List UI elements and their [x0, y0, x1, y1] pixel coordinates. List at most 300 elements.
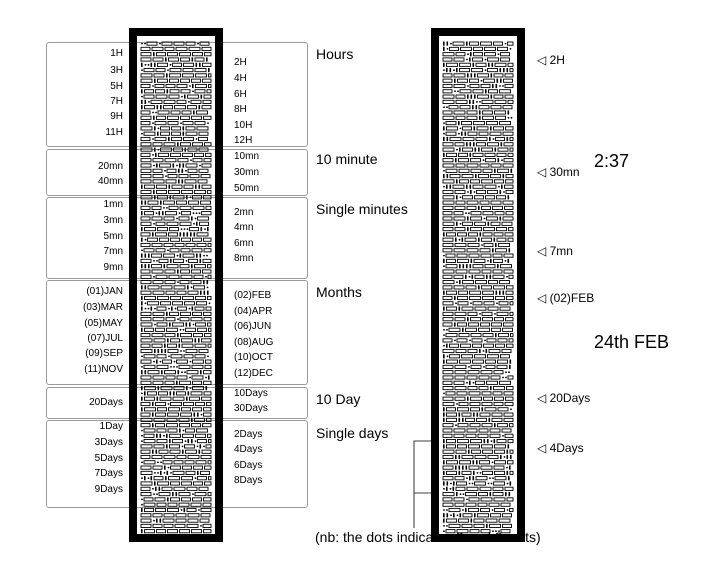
code-glyph	[504, 270, 513, 273]
code-glyph	[154, 339, 165, 342]
code-bar	[170, 259, 172, 263]
code-dot	[154, 324, 156, 326]
code-glyph	[170, 228, 179, 231]
code-glyph	[204, 249, 211, 252]
code-bar	[466, 142, 468, 146]
code-glyph	[474, 519, 484, 522]
code-bar	[503, 68, 505, 72]
code-glyph	[470, 79, 479, 82]
code-glyph	[500, 281, 510, 284]
code-bar	[479, 110, 481, 114]
month-label-even: (12)DEC	[234, 368, 273, 379]
code-glyph	[504, 143, 513, 146]
code-glyph	[455, 365, 466, 368]
code-glyph	[186, 349, 197, 352]
code-glyph	[468, 371, 479, 374]
code-glyph	[181, 413, 192, 416]
code-glyph	[486, 360, 496, 363]
code-glyph	[175, 243, 184, 246]
code-glyph	[458, 79, 468, 82]
code-bar	[456, 179, 458, 183]
code-glyph	[141, 243, 150, 246]
code-glyph	[164, 243, 173, 246]
code-glyph	[467, 116, 477, 119]
code-glyph	[157, 503, 166, 506]
code-glyph	[491, 376, 500, 379]
code-dot	[466, 499, 468, 501]
code-glyph	[204, 371, 212, 374]
code-glyph	[495, 461, 506, 464]
code-glyph	[503, 164, 513, 167]
code-glyph	[484, 243, 493, 246]
code-glyph	[499, 519, 510, 522]
code-glyph	[169, 233, 178, 236]
code-glyph	[458, 424, 468, 427]
code-bar	[467, 216, 469, 220]
code-glyph	[186, 471, 195, 474]
code-bar	[501, 185, 503, 189]
code-glyph	[156, 95, 167, 98]
code-bar	[476, 105, 478, 109]
code-dot	[152, 85, 154, 87]
code-glyph	[157, 307, 166, 310]
code-glyph	[471, 397, 482, 400]
code-glyph	[196, 434, 206, 437]
code-glyph	[141, 164, 151, 167]
code-bar	[478, 148, 480, 152]
code-glyph	[174, 148, 183, 151]
code-bar	[486, 349, 488, 353]
code-glyph	[192, 376, 203, 379]
code-bar	[192, 57, 194, 61]
code-glyph	[154, 445, 164, 448]
code-glyph	[195, 69, 206, 72]
code-glyph	[498, 169, 509, 172]
code-bar	[459, 307, 461, 311]
code-glyph	[510, 148, 513, 151]
code-dot	[163, 207, 165, 209]
code-glyph	[173, 63, 182, 66]
code-glyph	[184, 137, 194, 140]
code-bar	[503, 291, 505, 295]
code-bar	[459, 264, 461, 268]
code-glyph	[503, 132, 513, 135]
code-bar	[489, 418, 491, 422]
code-glyph	[141, 519, 151, 522]
code-glyph	[164, 455, 175, 458]
code-glyph	[479, 106, 489, 109]
code-bar	[207, 227, 209, 231]
code-glyph	[505, 402, 513, 405]
code-glyph	[504, 159, 513, 162]
code-glyph	[164, 514, 174, 517]
code-glyph	[165, 371, 176, 374]
code-glyph	[502, 349, 511, 352]
code-dot	[164, 472, 166, 474]
code-dot	[203, 255, 205, 257]
code-glyph	[183, 74, 194, 77]
code-glyph	[141, 259, 151, 262]
code-dot	[170, 472, 172, 474]
code-glyph	[201, 514, 210, 517]
code-glyph	[456, 53, 465, 56]
code-glyph	[504, 323, 514, 326]
code-glyph	[203, 424, 212, 427]
code-glyph	[197, 429, 208, 432]
code-dot	[491, 483, 493, 485]
code-glyph	[506, 175, 513, 178]
code-glyph	[478, 514, 489, 517]
code-bar	[478, 238, 480, 242]
code-dot	[164, 170, 166, 172]
code-bar	[501, 142, 503, 146]
code-bar	[145, 264, 147, 268]
code-glyph	[494, 42, 503, 45]
code-dot	[479, 313, 481, 315]
code-glyph	[447, 360, 458, 363]
code-glyph	[494, 466, 504, 469]
code-bar	[141, 328, 143, 332]
code-glyph	[195, 355, 205, 358]
code-glyph	[483, 116, 494, 119]
code-bar	[443, 360, 445, 364]
code-dot	[207, 355, 209, 357]
code-glyph	[179, 217, 189, 220]
code-bar	[200, 259, 202, 263]
code-glyph	[443, 296, 452, 299]
code-glyph	[172, 127, 181, 130]
code-dot	[481, 244, 483, 246]
code-glyph	[443, 339, 452, 342]
code-bar	[153, 52, 155, 56]
code-glyph	[488, 143, 499, 146]
code-glyph	[202, 106, 211, 109]
code-glyph	[483, 296, 494, 299]
code-dot	[141, 43, 143, 45]
code-glyph	[443, 84, 452, 87]
code-glyph	[446, 392, 455, 395]
code-glyph	[181, 79, 190, 82]
code-bar	[161, 370, 163, 374]
code-dot	[157, 472, 159, 474]
code-dot	[153, 165, 155, 167]
code-glyph	[191, 281, 201, 284]
code-dot	[446, 106, 448, 108]
code-bar	[141, 407, 143, 411]
code-dot	[502, 435, 504, 437]
code-glyph	[199, 349, 208, 352]
code-glyph	[204, 413, 212, 416]
pointer-icon: ◁	[537, 391, 547, 405]
code-glyph	[482, 424, 492, 427]
code-glyph	[145, 387, 156, 390]
code-glyph	[153, 524, 162, 527]
code-glyph	[166, 84, 175, 87]
code-bar	[141, 63, 143, 67]
code-bar	[152, 402, 154, 406]
code-glyph	[447, 307, 457, 310]
code-glyph	[195, 307, 204, 310]
code-bar	[171, 307, 173, 311]
code-dot	[176, 165, 178, 167]
code-glyph	[192, 116, 202, 119]
code-dot	[193, 212, 195, 214]
code-dot	[209, 302, 211, 304]
code-glyph	[182, 111, 191, 114]
code-glyph	[493, 275, 504, 278]
code-glyph	[183, 254, 194, 257]
code-glyph	[443, 190, 453, 193]
code-glyph	[180, 265, 189, 268]
code-glyph	[195, 493, 206, 496]
code-bar	[508, 195, 510, 199]
code-glyph	[482, 238, 492, 241]
code-bar	[177, 269, 179, 273]
code-glyph	[183, 122, 193, 125]
code-glyph	[498, 424, 508, 427]
code-bar	[196, 254, 198, 258]
code-glyph	[170, 90, 179, 93]
code-glyph	[174, 286, 185, 289]
code-bar	[141, 105, 143, 109]
code-bar	[463, 264, 465, 268]
code-dot	[189, 308, 191, 310]
code-glyph	[471, 228, 482, 231]
code-glyph	[504, 413, 513, 416]
code-glyph	[455, 143, 464, 146]
code-bar	[194, 232, 196, 236]
code-glyph	[454, 429, 465, 432]
code-glyph	[461, 344, 471, 347]
code-glyph	[175, 106, 186, 109]
minute-label-odd: 5mn	[103, 231, 123, 242]
code-glyph	[443, 286, 452, 289]
code-glyph	[506, 291, 513, 294]
code-glyph	[141, 169, 151, 172]
code-bar	[492, 63, 494, 67]
code-glyph	[194, 275, 203, 278]
code-glyph	[455, 190, 465, 193]
code-bar	[166, 73, 168, 77]
code-glyph	[449, 106, 458, 109]
code-glyph	[201, 508, 211, 511]
month-label-even: (06)JUN	[234, 321, 272, 332]
code-dot	[491, 440, 493, 442]
code-bar	[186, 386, 188, 390]
code-bar	[496, 84, 498, 88]
code-glyph	[467, 206, 476, 209]
code-bar	[169, 322, 171, 326]
code-glyph	[204, 318, 211, 321]
code-glyph	[475, 455, 486, 458]
code-glyph	[458, 323, 467, 326]
code-glyph	[153, 143, 162, 146]
code-glyph	[152, 206, 161, 209]
code-bar	[197, 413, 199, 417]
code-glyph	[154, 477, 163, 480]
code-glyph	[156, 508, 166, 511]
code-glyph	[506, 397, 514, 400]
code-glyph	[446, 122, 456, 125]
code-glyph	[204, 95, 211, 98]
code-bar	[166, 434, 168, 438]
code-glyph	[144, 95, 154, 98]
code-glyph	[163, 360, 172, 363]
code-glyph	[208, 265, 212, 268]
code-glyph	[478, 74, 489, 77]
code-dot	[459, 239, 461, 241]
code-glyph	[443, 238, 453, 241]
code-bar	[159, 211, 161, 215]
code-glyph	[156, 69, 165, 72]
code-glyph	[161, 132, 170, 135]
note-callout-lines	[405, 438, 465, 538]
code-bar	[473, 100, 475, 104]
code-glyph	[481, 466, 492, 469]
code-glyph	[495, 397, 504, 400]
code-glyph	[505, 233, 513, 236]
code-glyph	[447, 408, 456, 411]
code-bar	[180, 232, 182, 236]
code-bar	[459, 280, 461, 284]
code-bar	[469, 476, 471, 480]
code-glyph	[486, 196, 495, 199]
code-glyph	[443, 376, 453, 379]
code-glyph	[168, 344, 177, 347]
code-dot	[489, 477, 491, 479]
code-glyph	[471, 159, 481, 162]
day-label-odd: 5Days	[94, 453, 123, 464]
code-glyph	[157, 323, 167, 326]
code-dot	[470, 302, 472, 304]
code-glyph	[171, 296, 181, 299]
code-bar	[485, 89, 487, 93]
month-label-odd: (07)JUL	[87, 333, 123, 344]
code-dot	[186, 260, 188, 262]
code-glyph	[509, 339, 513, 342]
code-dot	[174, 361, 176, 363]
code-glyph	[454, 58, 464, 61]
code-glyph	[443, 164, 454, 167]
code-bar	[160, 201, 162, 205]
code-glyph	[498, 360, 508, 363]
code-glyph	[171, 355, 182, 358]
ten-minute-label-even: 50mn	[234, 183, 260, 194]
code-glyph	[196, 296, 206, 299]
code-glyph	[469, 445, 480, 448]
code-bar	[192, 307, 194, 311]
code-dot	[190, 159, 192, 161]
code-glyph	[180, 381, 191, 384]
code-dot	[141, 249, 143, 251]
code-glyph	[167, 418, 177, 421]
code-dot	[141, 435, 143, 437]
code-glyph	[204, 498, 212, 501]
code-glyph	[171, 402, 182, 405]
code-glyph	[463, 127, 472, 130]
pointer-icon: ◁	[537, 165, 547, 179]
code-glyph	[200, 222, 209, 225]
code-glyph	[158, 196, 168, 199]
code-glyph	[443, 111, 452, 114]
code-bar	[450, 68, 452, 72]
code-glyph	[195, 265, 206, 268]
code-bar	[443, 137, 445, 141]
marker-minute: ◁ 7mn	[537, 244, 573, 258]
code-glyph	[161, 148, 172, 151]
code-glyph	[141, 196, 152, 199]
code-dot	[483, 350, 485, 352]
code-glyph	[167, 328, 178, 331]
code-glyph	[175, 524, 185, 527]
code-glyph	[505, 185, 514, 188]
code-glyph	[478, 503, 487, 506]
code-glyph	[145, 185, 155, 188]
code-glyph	[144, 69, 154, 72]
code-bar	[200, 254, 202, 258]
code-glyph	[508, 42, 514, 45]
code-bar	[151, 307, 153, 311]
pointer-icon: ◁	[537, 244, 547, 258]
code-dot	[176, 366, 178, 368]
code-bar	[490, 386, 492, 390]
code-glyph	[484, 302, 494, 305]
code-glyph	[204, 381, 212, 384]
code-dot	[484, 340, 486, 342]
pointer-icon: ◁	[537, 291, 547, 305]
code-glyph	[184, 402, 194, 405]
code-dot	[141, 393, 143, 395]
code-bar	[462, 328, 464, 332]
code-glyph	[174, 461, 183, 464]
code-dot	[141, 96, 143, 98]
code-glyph	[454, 74, 465, 77]
code-glyph	[446, 254, 455, 257]
code-glyph	[443, 116, 454, 119]
code-glyph	[443, 270, 454, 273]
code-bar	[195, 185, 197, 189]
code-bar	[187, 285, 189, 289]
code-bar	[169, 185, 171, 189]
code-glyph	[488, 69, 498, 72]
code-glyph	[474, 524, 484, 527]
code-glyph	[446, 132, 456, 135]
code-glyph	[443, 397, 453, 400]
code-glyph	[141, 222, 151, 225]
code-dot	[181, 96, 183, 98]
code-bar	[183, 132, 185, 136]
code-bar	[206, 386, 208, 390]
code-glyph	[155, 122, 166, 125]
code-glyph	[510, 471, 513, 474]
code-glyph	[148, 286, 159, 289]
code-glyph	[469, 392, 480, 395]
code-glyph	[202, 185, 211, 188]
code-glyph	[460, 63, 471, 66]
code-dot	[469, 276, 471, 278]
code-bar	[500, 190, 502, 194]
code-glyph	[483, 450, 493, 453]
code-dot	[455, 424, 457, 426]
code-bar	[192, 84, 194, 88]
code-dot	[485, 59, 487, 61]
code-bar	[191, 216, 193, 220]
code-glyph	[171, 153, 181, 156]
code-glyph	[195, 418, 205, 421]
code-glyph	[193, 196, 202, 199]
code-glyph	[443, 387, 453, 390]
code-bar	[166, 312, 168, 316]
